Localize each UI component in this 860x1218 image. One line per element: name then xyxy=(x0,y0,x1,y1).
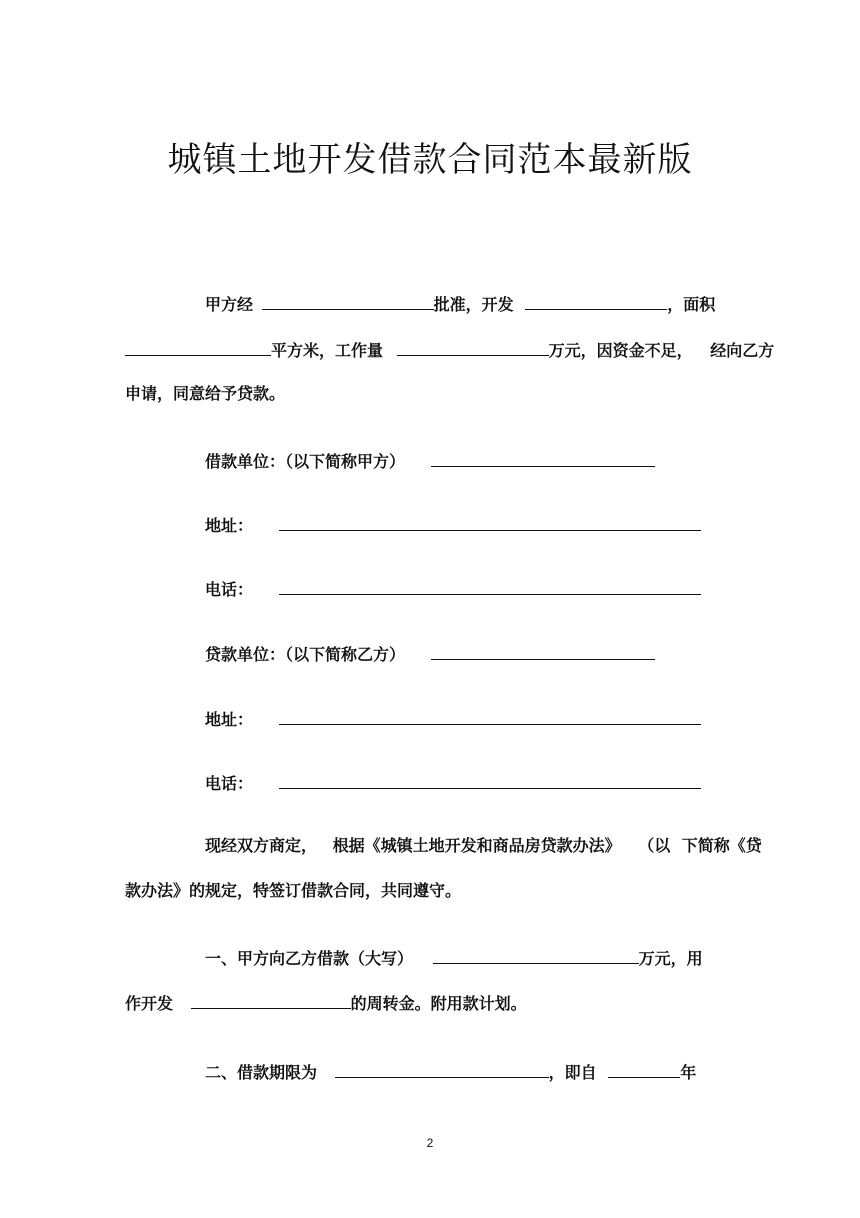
text: 年 xyxy=(680,1063,697,1082)
para2-line2: 款办法》的规定，特签订借款合同，共同遵守。 xyxy=(125,881,462,900)
borrower-address-row xyxy=(205,513,701,537)
document-title: 城镇土地开发借款合同范本最新版 xyxy=(167,140,693,180)
para2-line1 xyxy=(205,835,762,857)
fill-blank[interactable] xyxy=(262,292,434,310)
text: 现经双方商定， xyxy=(205,836,318,855)
lender-phone-label: 电话： xyxy=(205,774,254,793)
borrower-address-label: 地址： xyxy=(205,516,254,535)
borrower-unit-field[interactable] xyxy=(431,449,655,467)
text: 二、借款期限为 xyxy=(205,1063,318,1082)
lender-unit-row xyxy=(205,642,655,666)
para1-line1 xyxy=(205,292,715,316)
text: 根据《城镇土地开发和商品房贷款办法》 xyxy=(332,836,621,855)
lender-phone-field[interactable] xyxy=(279,771,701,789)
text: 经向乙方 xyxy=(710,341,775,360)
text: 万元，用 xyxy=(638,949,703,968)
text: （以 xyxy=(638,836,671,855)
borrower-phone-field[interactable] xyxy=(279,577,701,595)
text: 一、甲方向乙方借款（大写） xyxy=(205,949,414,968)
clause1-line2 xyxy=(125,991,527,1015)
lender-unit-label: 贷款单位：（以下简称乙方） xyxy=(205,645,406,664)
lender-address-field[interactable] xyxy=(279,707,701,725)
clause1-line1 xyxy=(205,946,703,970)
text: 的周转金。附用款计划。 xyxy=(350,994,527,1013)
loan-term-field[interactable] xyxy=(335,1060,549,1078)
fill-blank[interactable] xyxy=(525,292,667,310)
development-project-field[interactable] xyxy=(191,991,351,1009)
borrower-unit-label: 借款单位：（以下简称甲方） xyxy=(205,452,406,471)
text: 作开发 xyxy=(125,994,174,1013)
text: 甲方经 xyxy=(205,295,254,314)
start-year-field[interactable] xyxy=(608,1060,680,1078)
para1-line2 xyxy=(125,338,774,362)
fill-blank[interactable] xyxy=(397,338,549,356)
borrower-phone-row xyxy=(205,577,701,601)
text: ，即自 xyxy=(548,1063,597,1082)
text: 下简称《贷 xyxy=(681,836,762,855)
lender-address-row xyxy=(205,707,701,731)
borrower-address-field[interactable] xyxy=(279,513,701,531)
page-number: 2 xyxy=(426,1136,434,1150)
text: 平方米，工作量 xyxy=(271,341,384,360)
lender-unit-field[interactable] xyxy=(431,642,655,660)
lender-address-label: 地址： xyxy=(205,710,254,729)
text: ，面积 xyxy=(667,295,716,314)
clause2-line1 xyxy=(205,1060,696,1084)
text: 万元，因资金不足， xyxy=(548,341,693,360)
loan-amount-field[interactable] xyxy=(433,946,639,964)
fill-blank[interactable] xyxy=(125,338,271,356)
lender-phone-row xyxy=(205,771,701,795)
text: 批准，开发 xyxy=(433,295,514,314)
borrower-unit-row xyxy=(205,449,655,473)
para1-line3: 申请，同意给予贷款。 xyxy=(125,384,286,403)
borrower-phone-label: 电话： xyxy=(205,580,254,599)
